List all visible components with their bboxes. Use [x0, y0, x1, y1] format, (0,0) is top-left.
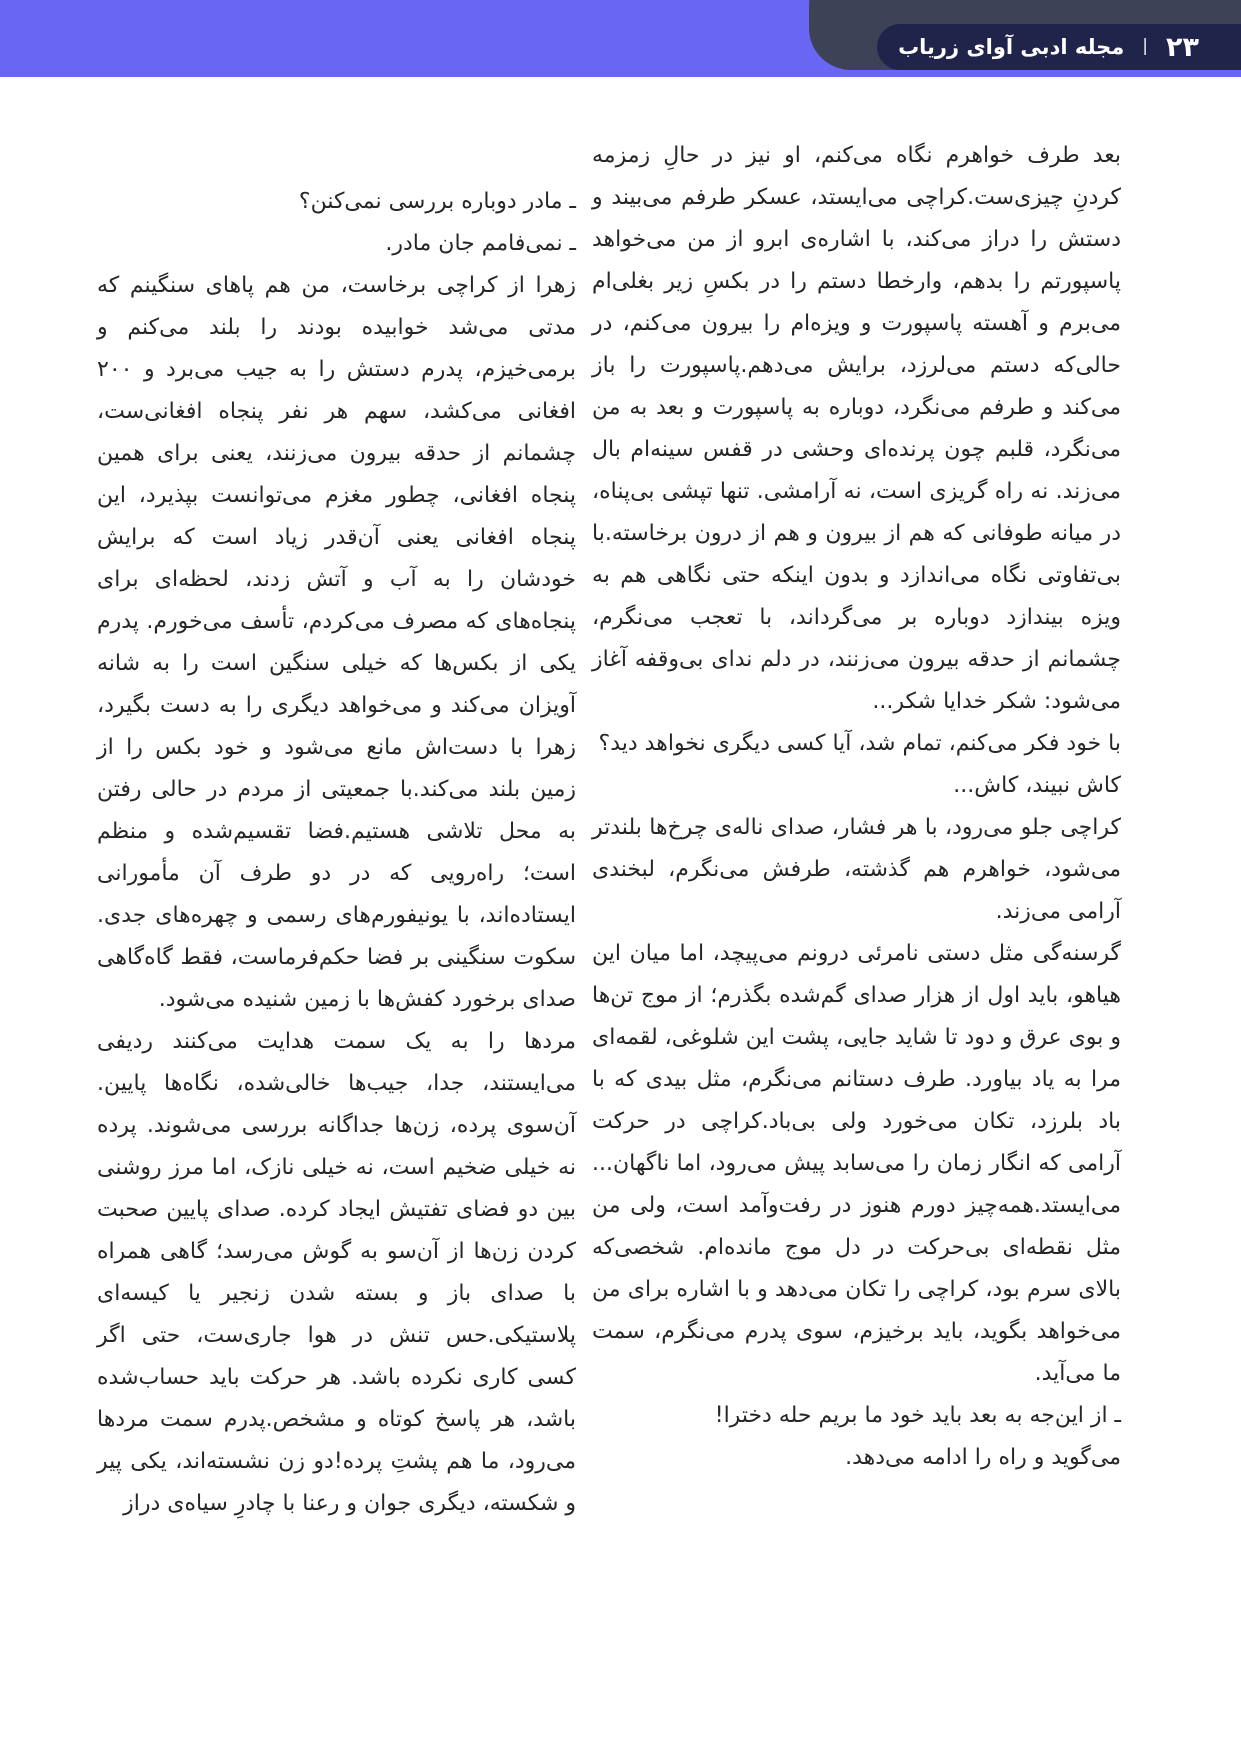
paragraph: بعد طرف خواهرم نگاه می‌کنم، او نیز در حالِ زمزمه کردنِ چیزی‌ست.کراچی می‌ایستد، عسکر طرفم می‌بیند و دستش را دراز می‌کند، با اشاره‌ی ابرو از من می‌خواهد پاسپورتم را بدهم، وارخطا دستم را در بکسِ زیر بغلی‌ام می‌برم و آهسته پاسپورت و ویزه‌ام را بیرون می‌کنم، در حالی‌که دستم می‌لرزد، برایش می‌دهم.پاسپورت را باز می‌کند و طرفم می‌نگرد، دوباره به پاسپورت و بعد به من می‌نگرد، قلبم چون پرنده‌ای وحشی در قفس سینه‌ام بال می‌زند. نه راه گریزی است، نه آرامشی. تنها تپشی بی‌پناه، در میانه طوفانی که هم از بیرون و هم از درون برخاسته.با بی‌تفاوتی نگاه می‌اندازد و بدون اینکه حتی نگاهی هم به ویزه بیندازد دوباره بر می‌گرداند، با تعجب می‌نگرم، چشمانم از حدقه بیرون می‌زنند، در دلم ندای بی‌وقفه آغاز می‌شود: شکر خدایا شکر...: [592, 143, 1121, 714]
paragraph: با خود فکر می‌کنم، تمام شد، آیا کسی دیگری نخواهد دید؟: [598, 731, 1121, 756]
paragraph: گرسنه‌گی مثل دستی نامرئی درونم می‌پیچد، اما میان این هیاهو، باید اول از هزار صدای گم‌شده بگذرم؛ از موج تن‌ها و بوی عرق و دود تا شاید جایی، پشت این شلوغی، لقمه‌ای مرا به یاد بیاورد. طرف دستانم می‌نگرم، مثل بیدی که با باد بلرزد، تکان می‌خورد ولی بی‌باد.کراچی در حرکت آرامی که انگار زمان را می‌سابد پیش می‌رود، اما ناگهان... می‌ایستد.همه‌چیز دورم هنوز در رفت‌وآمد است، ولی من مثل نقطه‌ای بی‌حرکت در دل موج مانده‌ام. شخصی‌که بالای سرم بود، کراچی را تکان می‌دهد و با اشاره برای من می‌خواهد بگوید، باید برخیزم، سوی پدرم می‌نگرم، سمت ما می‌آید.: [592, 941, 1121, 1386]
paragraph-dialogue: ـ از این‌جه به بعد باید خود ما بریم حله دخترا!: [714, 1403, 1121, 1428]
article-body: [0, 77, 1241, 1585]
paragraph-dialogue: ـ نمی‌فامم جان مادر.: [385, 231, 576, 256]
header-divider-icon: |: [1142, 36, 1149, 56]
paragraph: زهرا از کراچی برخاست، من هم پاهای سنگینم که مدتی می‌شد خوابیده بودند را بلند می‌کنم و برمی‌خیزم، پدرم دستش را به جیب می‌برد و ۲۰۰ افغانی می‌کشد، سهم هر نفر پنجاه افغانی‌ست، چشمانم از حدقه بیرون می‌زنند، یعنی برای همین پنجاه افغانی، چطور مغزم می‌توانست بپذیرد، این پنجاه افغانی یعنی آن‌قدر زیاد است که برایش خودشان را به آب و آتش زدند، لحظه‌ای برای پنجاه‌های که مصرف می‌کردم، تأسف می‌خورم. پدرم یکی از بکس‌ها که خیلی سنگین است را به شانه آویزان می‌کند و می‌خواهد دیگری را به دست بگیرد، زهرا با دست‌اش مانع می‌شود و خود بکس را از زمین بلند می‌کند.با جمعیتی از مردم در حالی رفتن به محل تلاشی هستیم.فضا تقسیم‌شده و منظم است؛ راه‌رویی که در دو طرف آن مأمورانی ایستاده‌اند، با یونیفورم‌های رسمی و چهره‌های جدی. سکوت سنگینی بر فضا حکم‌فرماست، فقط گاه‌گاهی صدای برخورد کفش‌ها با زمین شنیده می‌شود.: [97, 273, 576, 1012]
paragraph: کاش نبیند، کاش...: [953, 773, 1121, 798]
page-number: ۲۳: [1166, 31, 1199, 63]
paragraph: کراچی جلو می‌رود، با هر فشار، صدای ناله‌ی چرخ‌ها بلندتر می‌شود، خواهرم هم گذشته، طرفش می‌نگرم، لبخندی آرامی می‌زند.: [592, 815, 1121, 924]
column-right: [592, 135, 1121, 1479]
header-pill: [877, 24, 1241, 70]
paragraph: مردها را به یک سمت هدایت می‌کنند ردیفی می‌ایستند، جدا، جیب‌ها خالی‌شده، نگاه‌ها پایین. آن‌سوی پرده، زن‌ها جداگانه بررسی می‌شوند. پرده نه خیلی ضخیم است، نه خیلی نازک، اما مرز روشنی بین دو فضای تفتیش ایجاد کرده. صدای پایین صحبت کردن زن‌ها از آن‌سو به گوش می‌رسد؛ گاهی همراه با صدای باز و بسته شدن زنجیر یا کیسه‌ای پلاستیکی.حس تنش در هوا جاری‌ست، حتی اگر کسی کاری نکرده باشد. هر حرکت باید حساب‌شده باشد، هر پاسخ کوتاه و مشخص.پدرم سمت مردها می‌رود، ما هم پشتِ پرده!دو زن نشسته‌اند، یکی پیر و شکسته، دیگری جوان و رعنا با چادرِ سیاه‌ی دراز: [97, 1029, 576, 1516]
journal-title: مجله ادبی آوای زریاب: [898, 35, 1125, 59]
page-header: [0, 0, 1241, 77]
column-left: [97, 135, 576, 1525]
paragraph: می‌گوید و راه را ادامه می‌دهد.: [845, 1445, 1121, 1470]
paragraph-dialogue: ـ مادر دوباره بررسی نمی‌کنن؟: [298, 189, 576, 214]
